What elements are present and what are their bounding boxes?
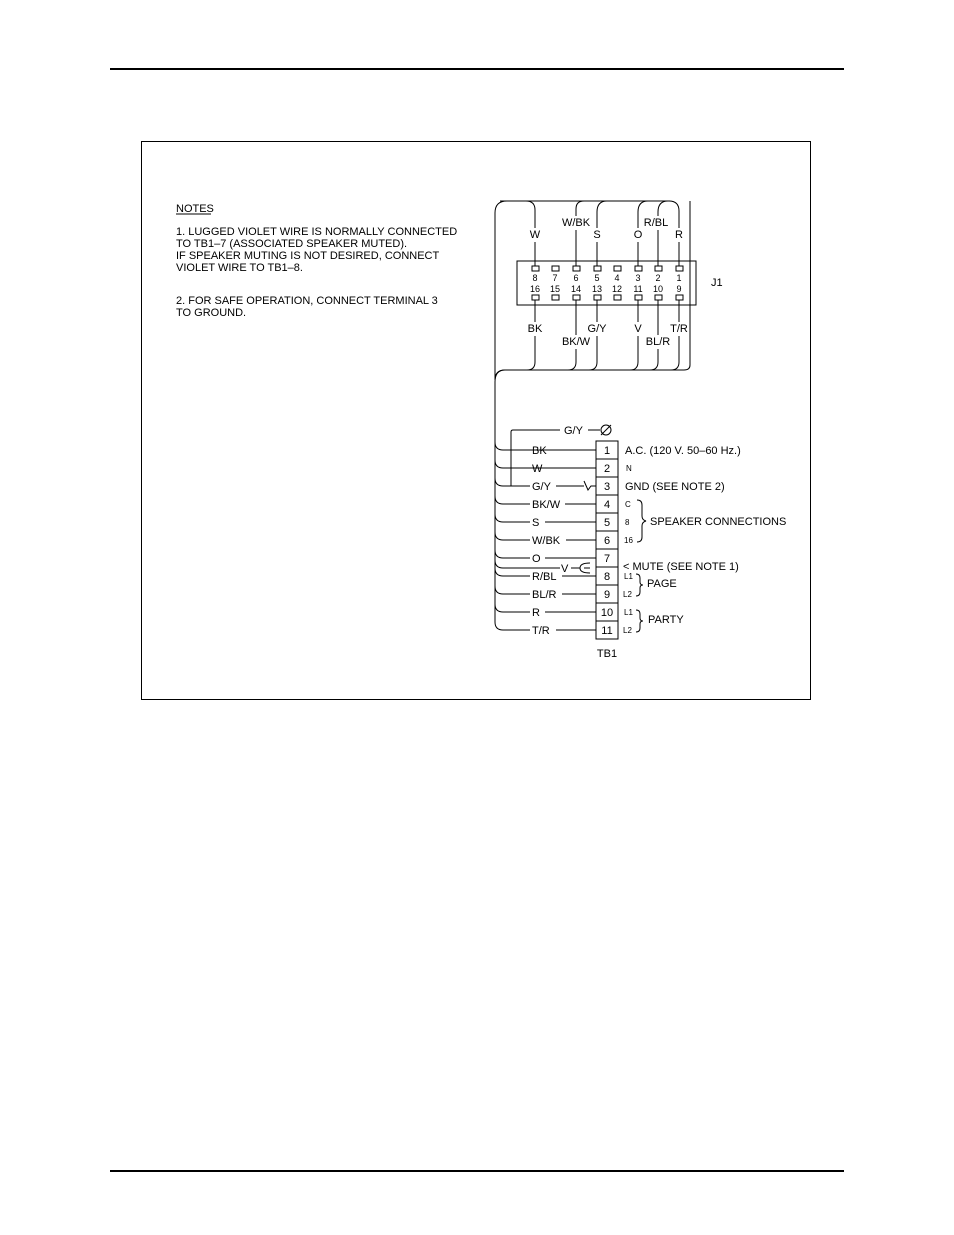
lead-t4 [495,496,530,504]
pin-number-15: 15 [549,284,561,294]
tb-wire-rbl: R/BL [532,571,557,583]
wire-top-return [684,201,690,370]
wire-pin13 [589,300,597,370]
pin-socket-4 [614,266,621,271]
wire-label-pin6: W/BK [561,217,591,229]
lead-in-t3-hook [584,481,596,490]
lead-t7 [495,550,530,558]
desc-mute: < MUTE (SEE NOTE 1) [623,561,739,573]
lead-violet [495,560,560,568]
wire-label-pin1: R [675,229,683,241]
pin-number-12: 12 [611,284,623,294]
tb-wire-blr: BL/R [532,589,557,601]
wire-pin9 [671,300,679,370]
tb-wire-r: R [532,607,540,619]
wire-pin5 [597,201,622,266]
pin-number-13: 13 [591,284,603,294]
lug-icon [580,563,590,573]
lead-t9 [495,586,530,594]
wire-label-pin8: W [529,229,541,241]
wire-label-pin11: V [634,323,642,335]
wire-pin1 [500,201,679,266]
pin-socket-8 [532,266,539,271]
speaker-tap-c: C [625,500,631,509]
pin-number-6: 6 [573,273,579,283]
pin-socket-7 [552,266,559,271]
connector-j1 [517,261,723,305]
pin-number-11: 11 [633,284,643,294]
pin-number-10: 10 [652,284,664,294]
terminal-block-tb1 [596,441,618,660]
notes-block [176,203,457,319]
party-tap-l2: L2 [623,626,632,635]
note-2-line-2: TO GROUND. [176,307,247,319]
terminal-number-2: 2 [603,463,611,475]
wire-label-pin13: G/Y [587,323,607,335]
pin-socket-6 [573,266,580,271]
desc-t1: A.C. (120 V. 50–60 Hz.) [625,445,741,457]
wire-label-pin14: BK/W [561,336,591,348]
notes-heading: NOTES [176,203,214,215]
pin-number-1: 1 [676,273,682,283]
party-brace [636,610,643,632]
note-1-line-3: IF SPEAKER MUTING IS NOT DESIRED, CONNECT [176,250,440,262]
terminal-number-11: 11 [601,625,613,637]
terminal-number-3: 3 [603,481,611,493]
ground-loop [511,430,560,486]
tb-wire-tr: T/R [532,625,550,637]
pin-number-9: 9 [676,284,682,294]
pin-number-5: 5 [594,273,600,283]
page-tap-l2: L2 [623,590,632,599]
party-tap-l1: L1 [624,608,633,617]
wire-label-pin3: O [633,229,643,241]
wire-label-pin2: R/BL [643,217,669,229]
terminal-number-10: 10 [600,607,614,619]
lead-t5 [495,514,530,522]
pin-number-4: 4 [614,273,620,283]
pin-socket-1 [676,266,683,271]
desc-t2: N [626,464,632,473]
pin-socket-11 [635,295,642,300]
pin-socket-14 [573,295,580,300]
terminal-number-1: 1 [603,445,611,457]
pin-socket-15 [552,295,559,300]
lead-t8 [495,568,530,576]
wire-pin16 [527,300,535,370]
lead-t3 [495,478,530,486]
pin-number-16: 16 [529,284,541,294]
pin-number-8: 8 [532,273,538,283]
wire-pin6 [576,201,590,266]
speaker-tap-8: 8 [625,518,630,527]
tb-wire-bkw: BK/W [532,499,561,511]
connector-body [517,261,696,305]
note-1-line-1: 1. LUGGED VIOLET WIRE IS NORMALLY CONNECTED [176,226,458,238]
pin-socket-12 [614,295,621,300]
desc-page: PAGE [647,578,677,590]
connector-label: J1 [711,277,723,289]
wire-label-pin16: BK [527,323,543,335]
tb-wire-s: S [532,517,540,529]
tb-wire-bk: BK [532,445,547,457]
pin-socket-13 [594,295,601,300]
tb-wire-o: O [532,553,541,565]
terminal-number-4: 4 [603,499,611,511]
speaker-brace [637,500,646,542]
terminal-number-9: 9 [603,589,611,601]
desc-t3: GND (SEE NOTE 2) [625,481,725,493]
wire-pin10 [650,300,658,370]
lead-t2 [495,460,596,468]
tb-wire-wbk: W/BK [532,535,561,547]
pin-number-3: 3 [635,273,641,283]
pin-number-2: 2 [655,273,661,283]
note-1-line-2: TO TB1–7 (ASSOCIATED SPEAKER MUTED). [176,238,408,250]
wire-label-pin5: S [593,229,601,241]
pin-number-7: 7 [552,273,558,283]
lead-t6 [495,532,530,540]
pin-socket-3 [635,266,642,271]
terminal-block-label: TB1 [596,648,618,660]
page-tap-l1: L1 [624,572,633,581]
speaker-tap-16: 16 [624,536,633,545]
wire-label-pin10: BL/R [645,336,671,348]
wire-pin11 [630,300,638,370]
note-1-line-4: VIOLET WIRE TO TB1–8. [176,262,303,274]
page-brace [636,574,643,596]
desc-speaker: SPEAKER CONNECTIONS [650,516,787,528]
wire-pin14 [568,300,576,370]
terminal-number-8: 8 [603,571,611,583]
terminal-descriptions [623,445,786,635]
pin-socket-16 [532,295,539,300]
note-2-line-1: 2. FOR SAFE OPERATION, CONNECT TERMINAL 3 [176,295,438,307]
tb-wire-gy: G/Y [532,481,551,493]
lead-t10 [495,604,530,612]
pin-socket-5 [594,266,601,271]
terminal-number-6: 6 [603,535,611,547]
desc-party: PARTY [648,614,684,626]
wire-label-pin9: T/R [670,323,688,335]
tb-wire-v: V [561,563,569,575]
pin-socket-9 [676,295,683,300]
ground-lead-label: G/Y [564,425,583,437]
pin-number-14: 14 [570,284,582,294]
wire-pin2 [658,201,670,266]
pin-socket-10 [655,295,662,300]
terminal-number-7: 7 [603,553,611,565]
tb-wire-w: W [532,463,543,475]
pin-socket-2 [655,266,662,271]
terminal-number-5: 5 [603,517,611,529]
